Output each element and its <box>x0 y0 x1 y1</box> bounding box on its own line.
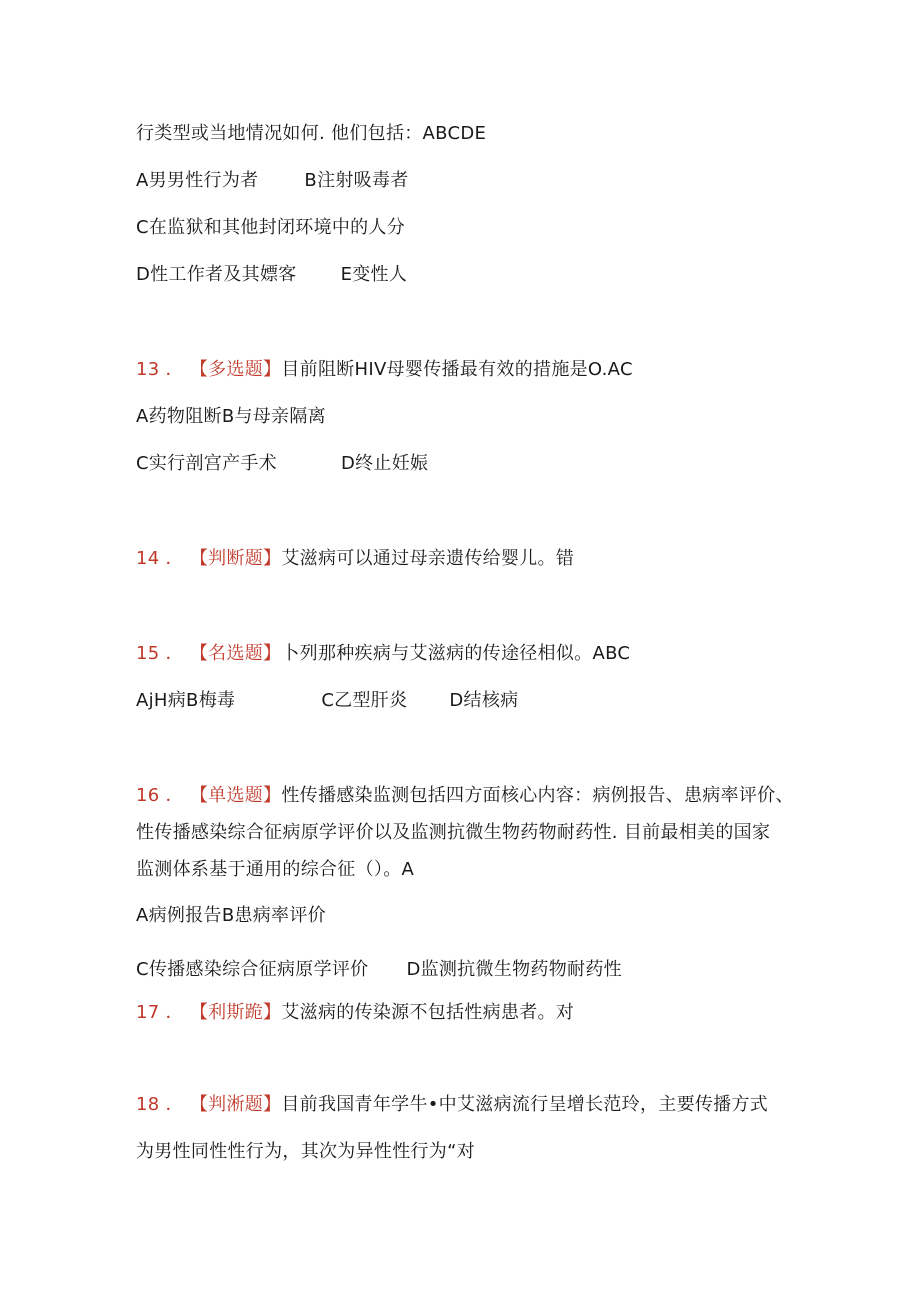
question-16 <box>136 784 794 808</box>
question-text: 性传播感染监测包括四方面核心内容：病例报告、患病率评价、 <box>281 785 794 806</box>
option-d: D终止妊娠 <box>340 453 429 474</box>
question-type-tag: 【多选题】 <box>189 359 282 380</box>
question-type-tag: 【判淅题】 <box>189 1094 282 1115</box>
question-number: 13 ． <box>136 359 184 380</box>
question-13 <box>136 358 633 382</box>
option-e: E变性人 <box>340 264 408 285</box>
option-d: D监测抗微生物药物耐药性 <box>406 959 622 980</box>
option-row <box>136 405 326 429</box>
option-b: B注射吸毒者 <box>304 170 409 191</box>
question-number: 15 ． <box>136 643 184 664</box>
question-number: 14 ． <box>136 548 184 569</box>
option-ab: AjH病B梅毒 <box>136 690 236 711</box>
text-line <box>136 858 414 882</box>
option-row <box>136 263 407 287</box>
question-type-tag: 【判断题】 <box>189 548 282 569</box>
option-c: C在监狱和其他封闭环境中的人分 <box>136 217 406 238</box>
option-c: C实行剖宫产手术 <box>136 453 277 474</box>
option-row <box>136 958 622 982</box>
option-c: C传播感染综合征病原学评价 <box>136 959 369 980</box>
question-17 <box>136 1001 574 1025</box>
question-type-tag: 【利斯跪】 <box>189 1002 282 1023</box>
text-line <box>136 821 770 845</box>
option-c: C乙型肝炎 <box>321 690 408 711</box>
option-a: A男男性行为者 <box>136 170 259 191</box>
question-number: 18 ． <box>136 1094 184 1115</box>
question-text-cont: 为男性同性性行为，其次为异性性行为“对 <box>136 1141 476 1162</box>
option-d: D结核病 <box>449 690 519 711</box>
question-text: 卜列那种疾病与艾滋病的传途径相似。ABC <box>281 643 631 664</box>
question-18 <box>136 1093 768 1117</box>
option-d: D性工作者及其嫖客 <box>136 264 297 285</box>
option-text: A病例报告B患病率评价 <box>136 905 326 926</box>
question-text-cont: 监测体系基于通用的综合征（）。A <box>136 859 415 880</box>
question-15 <box>136 642 630 666</box>
question-text-cont: 性传播感染综合征病原学评价以及监测抗微生物药物耐药性. 目前最相美的国家 <box>136 822 771 843</box>
question-text: 目前我国青年学牛•中艾滋病流行呈增长范玲，主要传播方式 <box>281 1094 769 1115</box>
option-row <box>136 216 405 240</box>
question-type-tag: 【单选题】 <box>189 785 282 806</box>
option-row <box>136 689 518 713</box>
question-number: 17 ． <box>136 1002 184 1023</box>
option-row <box>136 452 428 476</box>
text-line <box>136 122 486 146</box>
question-14 <box>136 547 574 571</box>
option-row <box>136 169 409 193</box>
text-content: 行类型或当地情况如何. 他们包括：ABCDE <box>136 123 487 144</box>
option-text: A药物阻断B与母亲隔离 <box>136 406 326 427</box>
question-text: 艾滋病的传染源不包括性病患者。对 <box>281 1002 575 1023</box>
question-type-tag: 【名选题】 <box>189 643 282 664</box>
option-row <box>136 904 326 928</box>
text-line <box>136 1140 475 1164</box>
question-text: 目前阻断HIV母婴传播最有效的措施是O.AC <box>281 359 633 380</box>
question-text: 艾滋病可以通过母亲遗传给婴儿。错 <box>281 548 575 569</box>
question-number: 16 ． <box>136 785 184 806</box>
